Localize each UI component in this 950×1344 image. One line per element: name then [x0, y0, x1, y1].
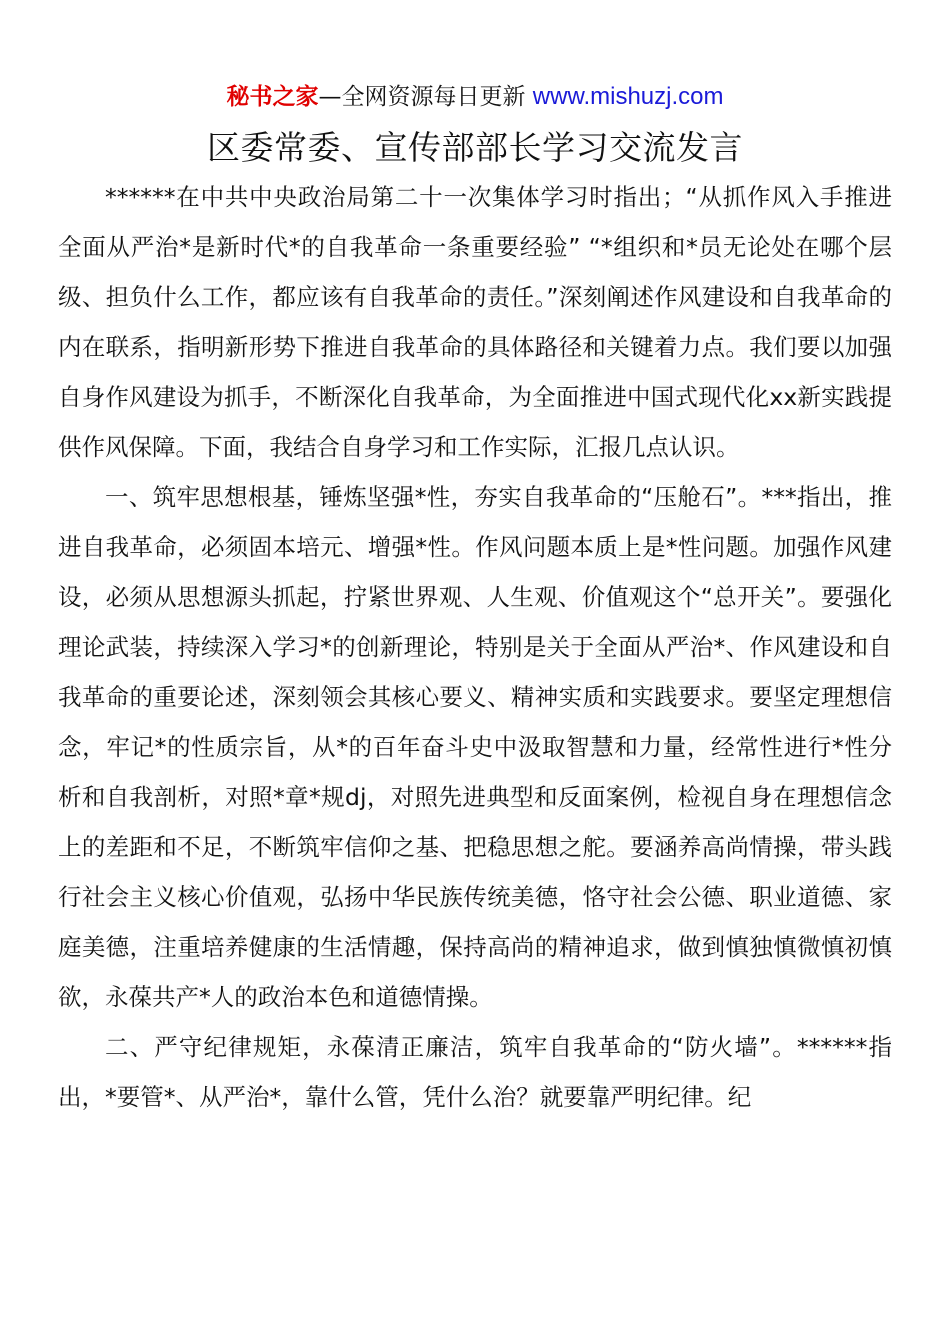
site-url-link[interactable]: www.mishuzj.com [532, 83, 724, 110]
site-banner [0, 82, 950, 112]
paragraph-section-2: 二、严守纪律规矩，永葆清正廉洁，筑牢自我革命的“防火墙”。******指出，*要管*、从严治*，靠什么管，凭什么治？就要靠严明纪律。纪 [58, 1033, 892, 1111]
paragraph-section-1: 一、筑牢思想根基，锤炼坚强*性，夯实自我革命的“压舱石”。***指出，推进自我革命，必须固本培元、增强*性。作风问题本质上是*性问题。加强作风建设，必须从思想源头抓起，拧紧世界观、人生观、价值观这个“总开关”。要强化理论武装，持续深入学习*的创新理论，特别是关于全面从严治*、作风建设和自我革命的重要论述，深刻领会其核心要义、精神实质和实践要求。要坚定理想信念，牢记*的性质宗旨，从*的百年奋斗史中汲取智慧和力量，经常性进行*性分析和自我剖析，对照*章*规dj，对照先进典型和反面案例，检视自身在理想信念上的差距和不足，不断筑牢信仰之基、把稳思想之舵。要涵养高尚情操，带头践行社会主义核心价值观，弘扬中华民族传统美德，恪守社会公德、职业道德、家庭美德，注重培养健康的生活情趣，保持高尚的精神追求，做到慎独慎微慎初慎欲，永葆共产*人的政治本色和道德情操。 [58, 483, 892, 1011]
brand-name: 秘书之家 [226, 84, 319, 110]
banner-tagline: —全网资源每日更新 [318, 84, 533, 110]
document-body [58, 172, 892, 1122]
paragraph-intro: ******在中共中央政治局第二十一次集体学习时指出；“从抓作风入手推进全面从严治*是新时代*的自我革命一条重要经验” “*组织和*员无论处在哪个层级、担负什么工作，都应该有自我革命的责任。”深刻阐述作风建设和自我革命的内在联系，指明新形势下推进自我革命的具体路径和关键着力点。我们要以加强自身作风建设为抓手，不断深化自我革命，为全面推进中国式现代化xx新实践提供作风保障。下面，我结合自身学习和工作实际，汇报几点认识。 [58, 183, 892, 461]
document-title: 区委常委、宣传部部长学习交流发言 [207, 128, 743, 167]
